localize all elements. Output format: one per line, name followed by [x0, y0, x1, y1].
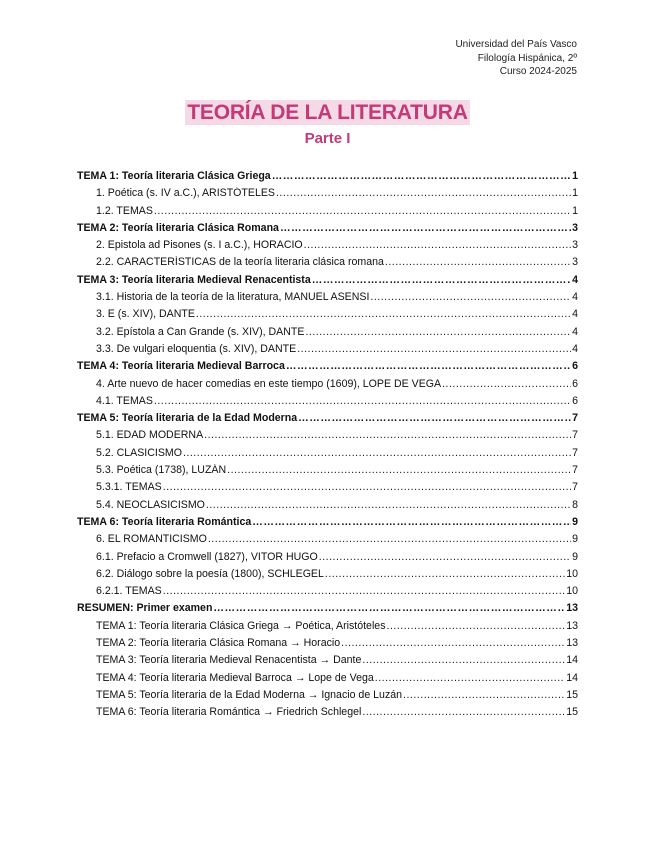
toc-section-entry[interactable] [77, 205, 578, 222]
toc-page-number: 8 [572, 498, 578, 511]
toc-page-number: 13 [566, 619, 578, 632]
toc-page-number: 15 [566, 688, 578, 701]
toc-entry-title: 6.2.1. TEMAS [96, 585, 162, 598]
table-of-contents [77, 170, 578, 724]
toc-leader-dots [304, 239, 571, 251]
toc-entry-title: 5.1. EDAD MODERNA [96, 429, 204, 442]
toc-page-number: 3 [572, 256, 578, 269]
toc-page-number: 10 [566, 585, 578, 598]
toc-entry-title: TEMA 1: Teoría literaria Clásica Griega [77, 170, 271, 182]
toc-section-entry[interactable] [77, 689, 578, 706]
toc-chapter-entry[interactable] [77, 412, 578, 429]
toc-entry-title: TEMA 4: Teoría literaria Medieval Barroca → Lope de Vega [96, 671, 374, 684]
document-header [455, 38, 577, 79]
toc-section-entry[interactable] [77, 499, 578, 516]
toc-leader-dots [196, 308, 571, 320]
toc-entry-title: TEMA 5: Teoría literaria de la Edad Moderna [77, 412, 298, 425]
toc-page-number: 1 [572, 204, 578, 217]
toc-page-number: 7 [572, 412, 578, 425]
toc-entry-title: TEMA 1: Teoría literaria Clásica Griega → Poética, Aristóteles [96, 619, 386, 632]
toc-section-entry[interactable] [77, 620, 578, 637]
toc-page-number: 3 [572, 239, 578, 252]
toc-chapter-entry[interactable] [77, 170, 578, 187]
toc-leader-dots [208, 533, 571, 545]
toc-entry-title: TEMA 3: Teoría literaria Medieval Renacentista → Dante [96, 654, 362, 667]
toc-leader-dots [387, 620, 566, 632]
toc-entry-title: 2.2. CARACTERÍSTICAS de la teoría literaria clásica romana [96, 256, 384, 269]
toc-entry-title: 3.3. De vulgari eloquentia (s. XIV), DANTE [96, 342, 297, 355]
toc-leader-dots [276, 187, 571, 199]
toc-section-entry[interactable] [77, 481, 578, 498]
toc-page-number: 14 [566, 654, 578, 667]
toc-section-entry[interactable] [77, 343, 578, 360]
toc-section-entry[interactable] [77, 568, 578, 585]
toc-leader-dots [312, 274, 571, 286]
toc-leader-dots [154, 205, 571, 217]
toc-section-entry[interactable] [77, 256, 578, 273]
toc-chapter-entry[interactable] [77, 360, 578, 377]
toc-leader-dots [213, 602, 565, 614]
toc-page-number: 13 [566, 602, 578, 615]
toc-page-number: 4 [572, 342, 578, 355]
toc-entry-title: 5.3. Poética (1738), LUZÁN [96, 464, 227, 477]
toc-page-number: 9 [572, 533, 578, 546]
toc-page-number: 1 [572, 187, 578, 200]
toc-entry-title: 6. EL ROMANTICISMO [96, 533, 207, 546]
toc-chapter-entry[interactable] [77, 274, 578, 291]
toc-entry-title: TEMA 4: Teoría literaria Medieval Barroca [77, 360, 285, 373]
toc-section-entry[interactable] [77, 239, 578, 256]
toc-section-entry[interactable] [77, 706, 578, 723]
toc-page-number: 3 [572, 221, 578, 234]
toc-page-number: 7 [572, 464, 578, 477]
toc-leader-dots [385, 256, 571, 268]
toc-entry-title: 5.3.1. TEMAS [96, 481, 162, 494]
toc-entry-title: TEMA 2: Teoría literaria Clásica Romana [77, 221, 279, 234]
toc-page-number: 15 [566, 706, 578, 719]
toc-section-entry[interactable] [77, 326, 578, 343]
toc-entry-title: 4.1. TEMAS [96, 394, 153, 407]
toc-leader-dots [227, 464, 571, 476]
toc-section-entry[interactable] [77, 429, 578, 446]
toc-leader-dots [154, 395, 571, 407]
toc-page-number: 13 [566, 637, 578, 650]
toc-entry-title: 1. Poética (s. IV a.C.), ARISTÓTELES [96, 187, 275, 200]
toc-leader-dots [163, 481, 571, 493]
toc-leader-dots [280, 222, 571, 234]
toc-section-entry[interactable] [77, 654, 578, 671]
toc-section-entry[interactable] [77, 585, 578, 602]
toc-chapter-entry[interactable] [77, 602, 578, 619]
toc-page-number: 9 [572, 550, 578, 563]
toc-page-number: 10 [566, 567, 578, 580]
toc-entry-title: 3.1. Historia de la teoría de la literatura, MANUEL ASENSI [96, 291, 370, 304]
toc-section-entry[interactable] [77, 672, 578, 689]
toc-entry-title: 6.1. Prefacio a Cromwell (1827), VITOR HUGO [96, 550, 318, 563]
toc-page-number: 4 [572, 308, 578, 321]
academic-year: Curso 2024-2025 [499, 66, 577, 77]
toc-leader-dots [370, 291, 571, 303]
toc-leader-dots [362, 654, 565, 666]
toc-entry-title: TEMA 3: Teoría literaria Medieval Renacentista [77, 273, 311, 286]
toc-chapter-entry[interactable] [77, 222, 578, 239]
toc-leader-dots [362, 706, 565, 718]
degree-name: Filología Hispánica, 2º [477, 52, 577, 64]
toc-leader-dots [272, 170, 571, 182]
toc-section-entry[interactable] [77, 533, 578, 550]
toc-leader-dots [442, 378, 571, 390]
document-title: TEORÍA DE LA LITERATURA [187, 101, 468, 124]
toc-entry-title: TEMA 2: Teoría literaria Clásica Romana → Horacio [96, 637, 341, 650]
toc-page-number: 6 [572, 377, 578, 390]
toc-leader-dots [297, 343, 571, 355]
toc-section-entry[interactable] [77, 308, 578, 325]
toc-page-number: 7 [572, 446, 578, 459]
toc-leader-dots [183, 447, 571, 459]
toc-chapter-entry[interactable] [77, 516, 578, 533]
toc-leader-dots [252, 516, 571, 528]
toc-entry-title: 5.2. CLASICISMO [96, 446, 182, 459]
toc-leader-dots [163, 585, 565, 597]
university-name: Universidad del País Vasco [455, 39, 577, 50]
toc-entry-title: 4. Arte nuevo de hacer comedias en este tiempo (1609), LOPE DE VEGA [96, 377, 442, 390]
toc-page-number: 1 [572, 170, 578, 182]
toc-section-entry[interactable] [77, 464, 578, 481]
toc-section-entry[interactable] [77, 395, 578, 412]
toc-section-entry[interactable] [77, 378, 578, 395]
toc-leader-dots [319, 551, 571, 563]
toc-entry-title: 6.2. Diálogo sobre la poesía (1800), SCHLEGEL [96, 567, 324, 580]
toc-entry-title: TEMA 6: Teoría literaria Romántica → Friedrich Schlegel [96, 706, 362, 719]
toc-section-entry[interactable] [77, 187, 578, 204]
toc-page-number: 6 [572, 394, 578, 407]
toc-entry-title: 3. E (s. XIV), DANTE [96, 308, 195, 321]
toc-entry-title: TEMA 6: Teoría literaria Romántica [77, 515, 252, 528]
toc-entry-title: 2. Epistola ad Pisones (s. I a.C.), HORACIO [96, 239, 303, 252]
toc-entry-title: TEMA 5: Teoría literaria de la Edad Moderna → Ignacio de Luzán [96, 688, 403, 701]
toc-leader-dots [305, 326, 571, 338]
toc-leader-dots [204, 429, 571, 441]
toc-section-entry[interactable] [77, 447, 578, 464]
document-subtitle: Parte I [304, 130, 351, 147]
toc-page-number: 14 [566, 671, 578, 684]
toc-page-number: 4 [572, 273, 578, 286]
toc-leader-dots [403, 689, 565, 701]
toc-entry-title: 3.2. Epístola a Can Grande (s. XIV), DANTE [96, 325, 305, 338]
toc-entry-title: 5.4. NEOCLASICISMO [96, 498, 205, 511]
toc-leader-dots [298, 412, 571, 424]
toc-entry-title: 1.2. TEMAS [96, 204, 153, 217]
title-wrap [0, 100, 655, 125]
toc-section-entry[interactable] [77, 637, 578, 654]
toc-page-number: 4 [572, 325, 578, 338]
toc-entry-title: RESUMEN: Primer examen [77, 602, 213, 615]
toc-page-number: 9 [572, 515, 578, 528]
toc-leader-dots [206, 499, 571, 511]
toc-leader-dots [341, 637, 565, 649]
toc-leader-dots [286, 360, 571, 372]
toc-section-entry[interactable] [77, 551, 578, 568]
toc-page-number: 6 [572, 360, 578, 373]
toc-leader-dots [325, 568, 565, 580]
toc-section-entry[interactable] [77, 291, 578, 308]
toc-leader-dots [375, 672, 565, 684]
toc-page-number: 4 [572, 291, 578, 304]
toc-page-number: 7 [572, 481, 578, 494]
toc-page-number: 7 [572, 429, 578, 442]
